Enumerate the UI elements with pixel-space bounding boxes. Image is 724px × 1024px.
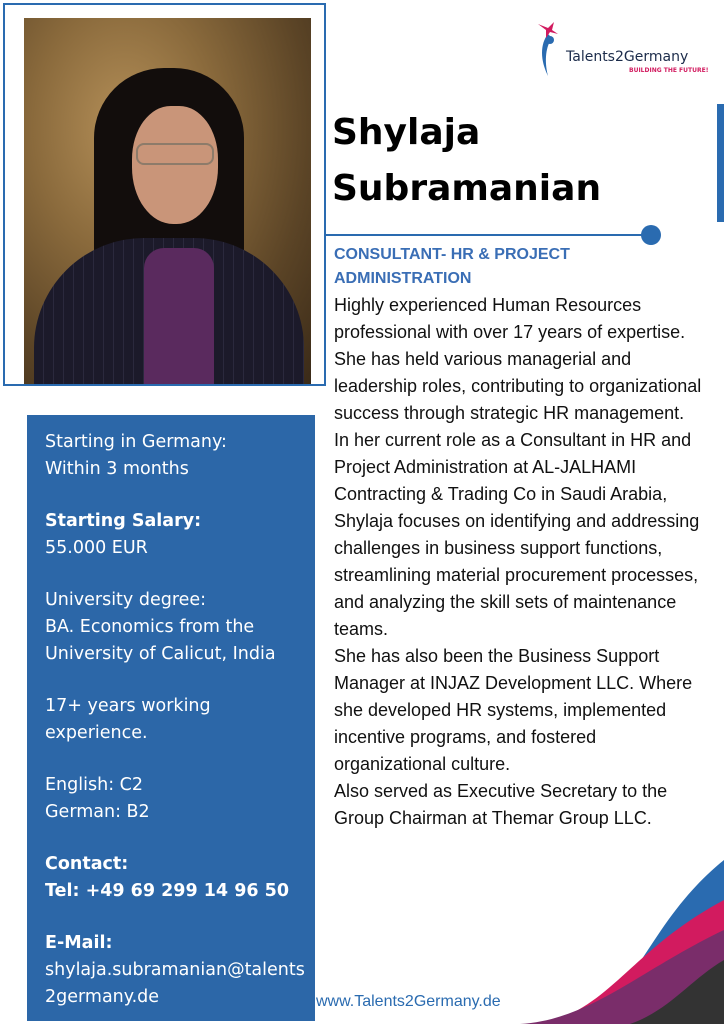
bio-paragraph: She has held various managerial and leadership roles, contributing to organizational success through strategic HR management.: [334, 349, 702, 423]
candidate-name: [332, 105, 632, 217]
email-label: E-Mail:: [45, 933, 113, 953]
experience-block: [45, 693, 315, 747]
degree-line-1: BA. Economics from the: [45, 617, 255, 637]
experience-line-2: experience.: [45, 723, 148, 743]
salary-block: [45, 508, 315, 562]
accent-bar: [717, 104, 724, 222]
salary-label: Starting Salary:: [45, 511, 202, 531]
logo-text: Talents2Germany: [566, 49, 689, 65]
name-last: Subramanian: [332, 168, 602, 209]
logo-figure-icon: [534, 20, 564, 80]
logo-tagline: BUILDING THE FUTURE!: [629, 67, 709, 74]
contact-block: [45, 851, 315, 905]
divider-line: [326, 234, 644, 236]
role-line-2: ADMINISTRATION: [334, 270, 472, 287]
bio-text: [334, 292, 710, 832]
german-level: German: B2: [45, 802, 150, 822]
start-label: Starting in Germany:: [45, 432, 227, 452]
profile-photo: [24, 18, 311, 384]
experience-line-1: 17+ years working: [45, 696, 211, 716]
bio-paragraph: Highly experienced Human Resources professional with over 17 years of expertise.: [334, 295, 686, 342]
degree-block: [45, 587, 315, 668]
role-line-1: CONSULTANT- HR & PROJECT: [334, 246, 570, 263]
website-link[interactable]: www.Talents2Germany.de: [316, 993, 501, 1010]
bio-paragraph: In her current role as a Consultant in HR and Project Administration at AL-JALHAMI Contracting & Trading Co in Saudi Arabia, Shylaja focuses on identifying and addressing challenges in business support functions, streamlining material procurement processes, and analyzing the skill sets of maintenance teams.: [334, 430, 700, 639]
email-block: [45, 930, 315, 1011]
name-first: Shylaja: [332, 112, 481, 153]
email-address[interactable]: shylaja.subramanian@talents2germany.de: [45, 960, 305, 1007]
role-title: [334, 243, 704, 291]
language-block: [45, 772, 315, 826]
degree-label: University degree:: [45, 590, 207, 610]
company-logo: [534, 20, 709, 80]
salary-value: 55.000 EUR: [45, 538, 148, 558]
bio-paragraph: She has also been the Business Support Manager at INJAZ Development LLC. Where she developed HR systems, implemented incentive programs, and fostered organizational culture.: [334, 646, 693, 774]
info-sidebar: [27, 415, 315, 1021]
decorative-waves: [520, 860, 724, 1024]
bio-paragraph: Also served as Executive Secretary to the Group Chairman at Themar Group LLC.: [334, 781, 668, 828]
degree-line-2: University of Calicut, India: [45, 644, 276, 664]
phone-number[interactable]: Tel: +49 69 299 14 96 50: [45, 881, 289, 901]
contact-label: Contact:: [45, 854, 129, 874]
divider-dot: [641, 225, 661, 245]
english-level: English: C2: [45, 775, 144, 795]
start-block: [45, 429, 315, 483]
start-value: Within 3 months: [45, 459, 189, 479]
